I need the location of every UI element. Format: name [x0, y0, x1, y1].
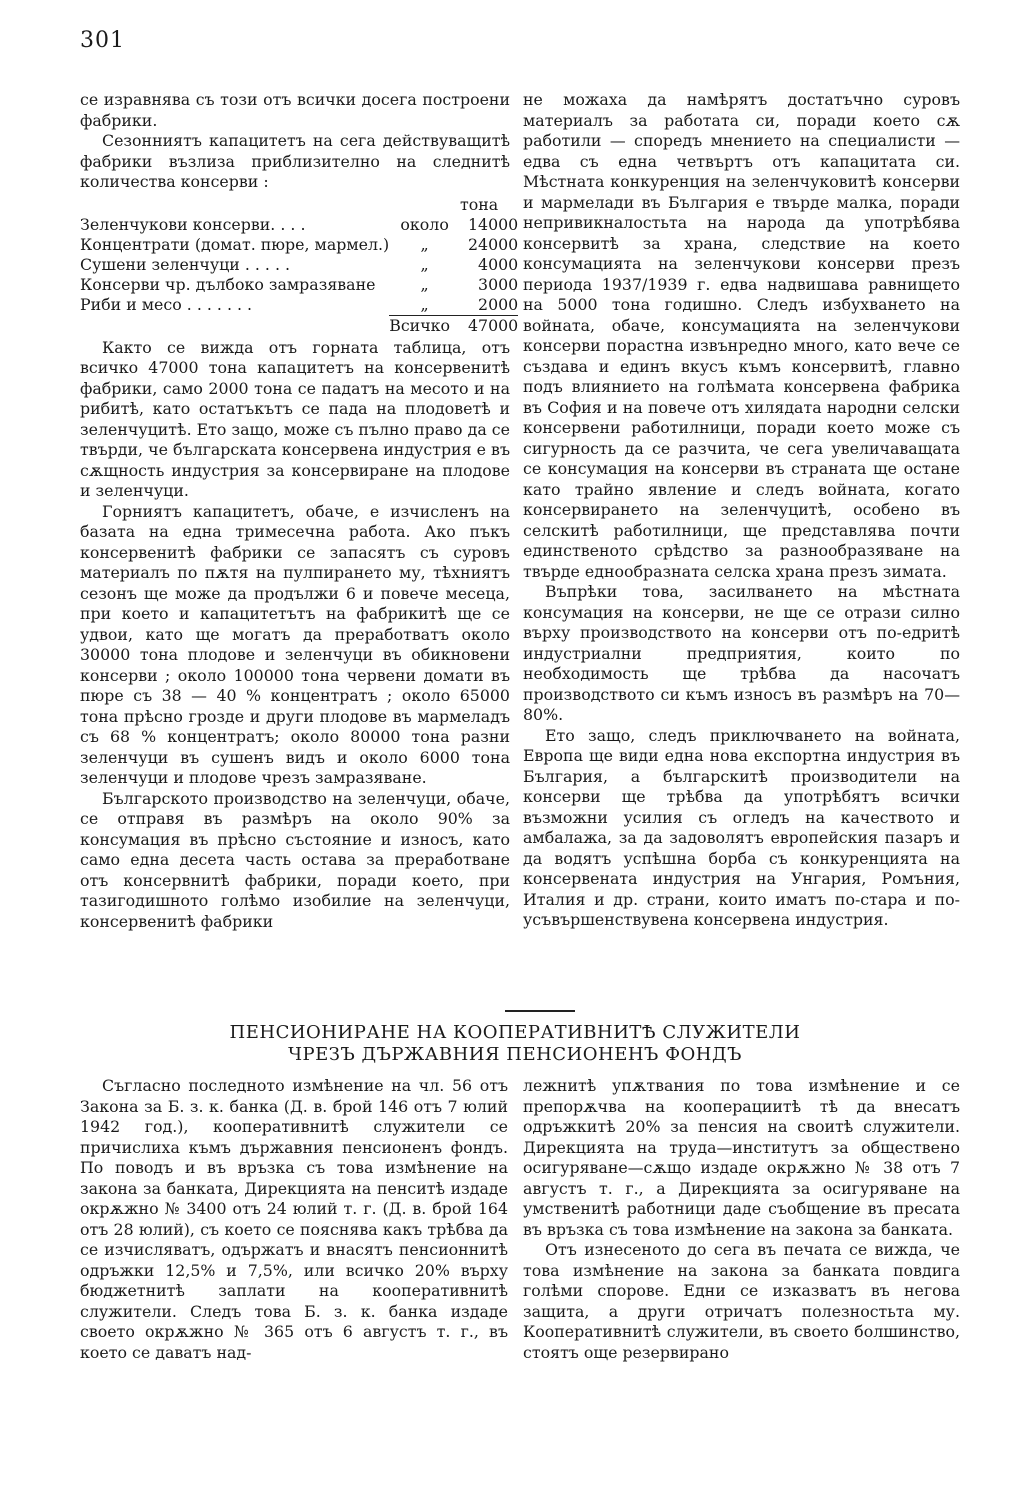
- paragraph: Българското производство на зеленчуци, обаче, се отправя въ размѣръ на около 90% за консумация въ прѣсно състояние и износъ, като само една десета часть остава за преработване отъ консервнитѣ фабрики, поради което, при тазигодишното голѣмо изобилие на зеленчуци, консервенитѣ фабрики: [80, 788, 510, 931]
- right-column-bottom: [523, 1076, 960, 1363]
- section-heading: [150, 1022, 880, 1066]
- total-value: 47000: [460, 315, 518, 336]
- paragraph: не можаха да намѣрятъ достатъчно суровъ материалъ за работата си, поради което сѫ работили — споредъ мнението на специалисти — едва съ една четвъртъ отъ капацитата си. Мѣстната конкуренция на зеленчуковитѣ консерви и мармелади въ България е твърде малка, поради непривикналостьта на народа да употрѣбява консервитѣ за храна, следствие на което консумацията на зеленчукови консерви презъ периода 1937/1939 г. едва надвишава равнището на 5000 тона годишно. Следъ избухването на войната, обаче, консумацията на зеленчукови консерви порастна извънредно много, като вече се създава и единъ вкусъ къмъ консервитѣ, главно подъ влиянието на голѣмата консервена фабрика въ София и на повече отъ хилядата народни селски консервени работилници, поради което може съ сигурность да се разчита, че сега увеличаващата се консумация на консерви въ страната ще остане като трайно явление и следъ войната, когато консервирането на зеленчуцитѣ, особено въ селскитѣ работилници, ще представлява почти единственото срѣдство за разнообразяване на твърде еднообразната селска храна презъ зимата.: [523, 90, 960, 581]
- row-value: 24000: [467, 234, 519, 254]
- table-row: [80, 275, 518, 295]
- table-row: [80, 215, 518, 235]
- table-row: [80, 295, 518, 316]
- paragraph: Горниятъ капацитетъ, обаче, е изчисленъ на базата на една тримесечна работа. Ако пъкъ консервенитѣ фабрики се запасятъ съ суровъ материалъ по пѫтя на пулпирането му, тѣхниятъ сезонъ ще може да продължи 6 и повече месеца, при което и капацитетътъ на фабрикитѣ ще се удвои, като ще могатъ да преработватъ около 30000 тона плодове и зеленчуци въ обикновени консерви ; около 100000 тона червени домати въ пюре съ 38 — 40 % концентратъ ; около 65000 тона прѣсно грозде и други плодове въ мармеладъ съ 68 % концентратъ; около 80000 тона разни зеленчуци въ сушенъ видъ и около 6000 тона зеленчуци и плодове чрезъ замразяване.: [80, 501, 510, 787]
- total-label: Всичко: [389, 315, 460, 336]
- page-number: 301: [80, 28, 125, 53]
- paragraph: Съгласно последното измѣнение на чл. 56 отъ Закона за Б. з. к. банка (Д. в. брой 146 отъ 7 юлий 1942 год.), кооперативнитѣ служители се причислиха къмъ държавния пенсионенъ фондъ. По поводъ и въ връзка съ това измѣнение на закона за банката, Дирекцията на пенситѣ издаде окрѫжно № 3400 отъ 24 юлий т. г. (Д. в. брой 164 отъ 28 юлий), съ което се пояснява какъ трѣбва да се изчисляватъ, одържатъ и внасятъ пенсионнитѣ одръжки 12,5% и 7,5%, или всичко 20% върху бюджетнитѣ заплати на кооперативнитѣ служители. Следъ това Б. з. к. банка издаде своето окрѫжно № 365 отъ 6 августъ т. г., въ което се даватъ над-: [80, 1076, 508, 1362]
- row-mark: „: [420, 294, 429, 314]
- table-row: [80, 255, 518, 275]
- paragraph: Въпрѣки това, засилването на мѣстната консумация на консерви, не ще се отрази силно върху производството на консерви отъ по-едритѣ индустриални предприятия, които по необходимость ще трѣбва да насочатъ производството си къмъ износъ въ размѣръ на 70—80%.: [523, 582, 960, 724]
- paragraph: се изравнява съ този отъ всички досега построени фабрики.: [80, 90, 510, 130]
- row-mark: около: [400, 214, 449, 234]
- table-row: [80, 235, 518, 255]
- paragraph: Както се вижда отъ горната таблица, отъ всичко 47000 тона капацитетъ на консервенитѣ фабрики, само 2000 тона се падатъ на месото и на рибитѣ, като остатъкътъ се пада на плодоветѣ и зеленчуцитѣ. Ето защо, може съ пълно право да се твърди, че българската консервена индустрия е въ сѫщность индустрия за консервиране на плодове и зеленчуци.: [80, 337, 510, 500]
- left-column-top: [80, 90, 519, 932]
- paragraph: Отъ изнесеното до сега въ печата се вижда, че това измѣнение на закона за банката повдига голѣми спорове. Едни се изказватъ въ негова защита, а други отричатъ полезностьта му. Кооперативнитѣ служители, въ своето болшинство, стоятъ още резервирано: [523, 1240, 960, 1362]
- row-label: Сушени зеленчуци . . . . .: [80, 254, 291, 274]
- table-total-row: [80, 315, 518, 336]
- row-mark: „: [420, 274, 429, 294]
- section-divider: [505, 1010, 575, 1012]
- row-value: 3000: [478, 274, 519, 294]
- paragraph: Сезонниятъ капацитетъ на сега действуващитѣ фабрики възлиза приблизително на следнитѣ количества консерви :: [80, 131, 510, 191]
- row-value: 14000: [467, 214, 519, 234]
- left-column-bottom: [80, 1076, 508, 1363]
- row-value: 2000: [478, 294, 519, 314]
- heading-line: ПЕНСИОНИРАНЕ НА КООПЕРАТИВНИТѢ СЛУЖИТЕЛИ: [229, 1022, 801, 1043]
- row-mark: „: [420, 254, 429, 274]
- right-column-top: [523, 90, 960, 931]
- row-label: Зеленчукови консерви. . . .: [80, 214, 306, 234]
- row-label: Риби и месо . . . . . . .: [80, 294, 253, 314]
- row-label: Концентрати (домат. пюре, мармел.): [80, 234, 390, 254]
- paragraph: лежнитѣ упѫтвания по това измѣнение и се препорѫчва на кооперациитѣ тѣ да внесатъ одръжкитѣ 20% за пенсия на своитѣ служители. Дирекцията на труда—институтъ за обществено осигуряване—сѫщо издаде окрѫжно № 38 отъ 7 августъ т. г., а Дирекцията за осигуряване на умственитѣ работници даде съобщение въ пресата въ връзка съ това измѣнение на закона за банката.: [523, 1076, 960, 1239]
- row-label: Консерви чр. дълбоко замразяване: [80, 274, 376, 294]
- row-mark: „: [420, 234, 429, 254]
- paragraph: Ето защо, следъ приключването на войната, Европа ще види една нова експортна индустрия въ България, а българскитѣ производители на консерви ще трѣбва да употрѣбятъ всички възможни усилия съ огледъ на качеството и амбалажа, за да задоволятъ европейския пазаръ и да водятъ успѣшна борба съ конкуренцията на консервената индустрия на Унгария, Ромъния, Италия и др. страни, които иматъ по-стара и по-усъвършенствувена консервена индустрия.: [523, 725, 960, 929]
- heading-line: ЧРЕЗЪ ДЪРЖАВНИЯ ПЕНСИОНЕНЪ ФОНДЪ: [288, 1044, 742, 1065]
- row-value: 4000: [478, 254, 519, 274]
- capacity-table: [80, 195, 518, 336]
- table-unit: тона: [460, 194, 499, 214]
